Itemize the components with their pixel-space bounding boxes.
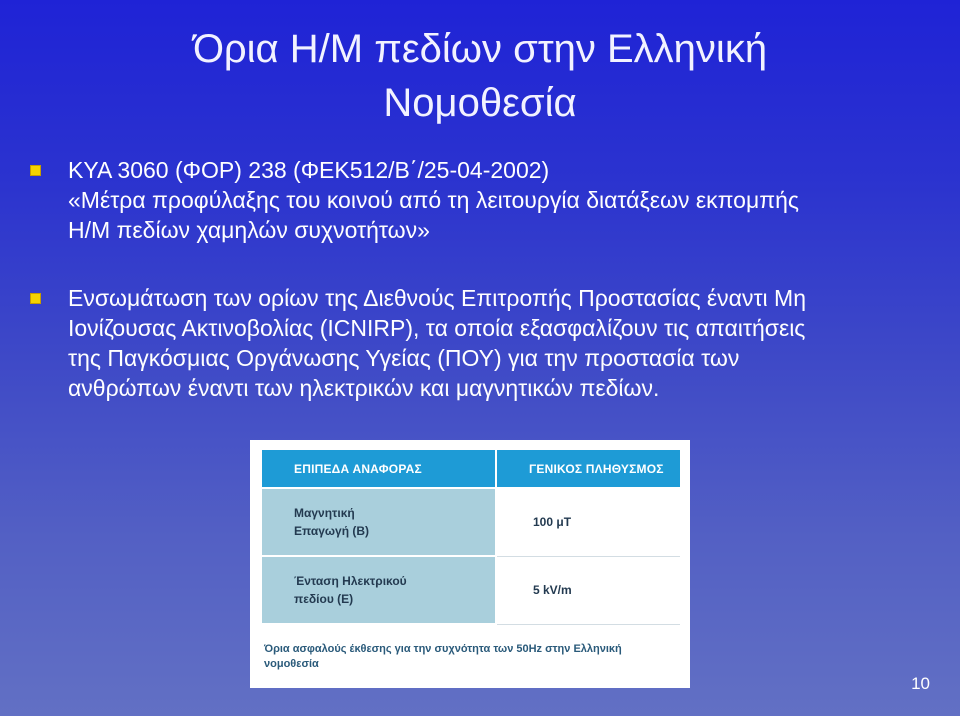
bullet-icnirp-limits xyxy=(30,283,940,403)
bullet-line: Ενσωμάτωση των ορίων της Διεθνούς Επιτροπής Προστασίας έναντι Μη xyxy=(68,285,807,311)
bullet-law-reference xyxy=(30,155,940,245)
bullet-line: ανθρώπων έναντι των ηλεκτρικών και μαγνητικών πεδίων. xyxy=(68,375,660,401)
table-header-reference-levels: ΕΠΙΠΕΔΑ ΑΝΑΦΟΡΑΣ xyxy=(262,450,496,488)
table-caption xyxy=(264,642,674,672)
slide-title-line-2: Νομοθεσία xyxy=(383,81,577,125)
bullet-square-icon xyxy=(30,165,41,176)
quantity-line: Μαγνητική xyxy=(294,506,355,520)
bullet-text xyxy=(68,283,940,403)
quantity-line: πεδίου (Ε) xyxy=(294,592,354,606)
bullet-line: ΚΥΑ 3060 (ΦΟΡ) 238 (ΦΕΚ512/Β΄/25-04-2002) xyxy=(68,157,550,183)
bullet-text xyxy=(68,155,940,245)
table-cell-value xyxy=(496,488,680,556)
page-number: 10 xyxy=(911,674,930,693)
table-cell-quantity xyxy=(262,488,496,556)
table-row xyxy=(262,556,680,624)
caption-line: νομοθεσία xyxy=(264,658,319,670)
table-header-general-public: ΓΕΝΙΚΟΣ ΠΛΗΘΥΣΜΟΣ xyxy=(496,450,680,488)
table-cell-value xyxy=(496,556,680,624)
table-header-row xyxy=(262,450,680,488)
table-cell-quantity xyxy=(262,556,496,624)
value-text: 100 μT xyxy=(533,515,572,530)
exposure-limits-table xyxy=(262,450,680,625)
slide-title xyxy=(60,22,900,130)
bullet-line: «Μέτρα προφύλαξης του κοινού από τη λειτουργία διατάξεων εκπομπής xyxy=(68,187,799,213)
table-row xyxy=(262,488,680,556)
caption-line: Όρια ασφαλούς έκθεσης για την συχνότητα των 50Hz στην Ελληνική xyxy=(264,643,622,655)
quantity-line: Ένταση Ηλεκτρικού xyxy=(294,574,407,588)
bullet-line: Η/Μ πεδίων χαμηλών συχνοτήτων» xyxy=(68,217,430,243)
bullet-line: Ιονίζουσας Ακτινοβολίας (ICNIRP), τα οποία εξασφαλίζουν τις απαιτήσεις xyxy=(68,315,806,341)
bullet-square-icon xyxy=(30,293,41,304)
bullet-line: της Παγκόσμιας Οργάνωσης Υγείας (ΠΟΥ) για την προστασία των xyxy=(68,345,740,371)
slide-title-line-1: Όρια Η/Μ πεδίων στην Ελληνική xyxy=(192,27,768,71)
exposure-limits-figure xyxy=(250,440,690,688)
value-text: 5 kV/m xyxy=(533,583,572,597)
quantity-line: Επαγωγή (Β) xyxy=(294,524,370,538)
